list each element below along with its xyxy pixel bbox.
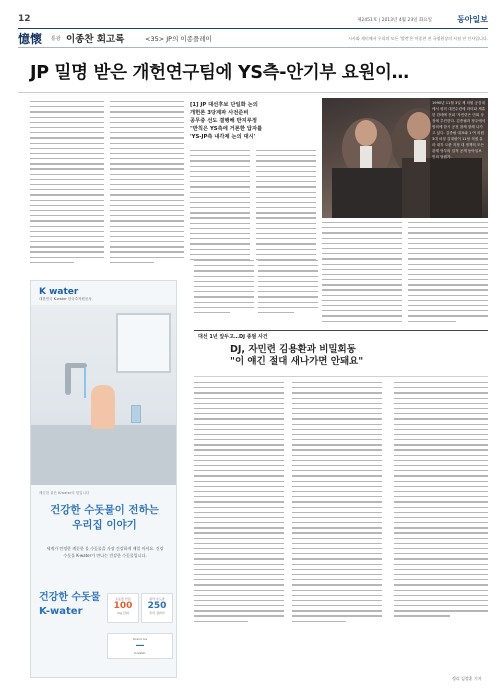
ad-slogan-line: K-water [39, 606, 83, 617]
series-rule [18, 47, 488, 48]
page-title: JP 밀명 받은 개헌연구팀에 YS측-안기부 요원이… [30, 63, 409, 83]
ad-badge [107, 593, 139, 623]
header-rule [18, 28, 488, 29]
glass-icon [131, 405, 141, 423]
person-head [355, 120, 377, 146]
kwater-advertisement[interactable] [30, 280, 177, 678]
badge-bottom: 우리 집까지 [149, 611, 165, 615]
article-column-2 [110, 101, 184, 267]
ad-note: 깨끗한 물은 K-water의 힘입니다 [39, 491, 90, 495]
series-number: <35> JP의 이종플레이 [145, 35, 212, 43]
series-note: 시사와 재미에서 우리의 모든 '발견'은 이종찬 전 국정원장의 시점 전 인사입니다. [348, 36, 488, 41]
shirt-collar [414, 140, 426, 162]
subarticle-title-line: DJ, 자민련 김용환과 비밀회동 [230, 344, 356, 355]
photo-caption: 1990년 11월 3일 제 의원 공감대에서 평의 대전수련에 라미와 제휴한 한테에 전피 '자민련은 민회 상징에 추진한다. 김종필과 정주에서 합의에 함시 공천 참체 함께 나가고 있다. 김종필 대표와 1 여 의원 3대 마칭 김대평이 11당 적접 유라 내각 도중 지정 대 정책의 모든 관계 당부의 업적 공개 동아일보 민의 당원가. [430, 98, 488, 218]
window-shape [116, 313, 171, 373]
badge-bottom: mg 단위 [117, 611, 129, 615]
ad-badge [141, 593, 173, 623]
subarticle-title [230, 344, 363, 368]
subarticle-rule [194, 330, 488, 331]
subarticle-column-2 [292, 382, 382, 626]
badge-value: 100 [113, 601, 133, 611]
series-author: 이종찬 회고록 [66, 34, 125, 45]
newspaper-logo: 동아일보 [457, 14, 488, 24]
shirt-shape [332, 168, 402, 218]
issue-meta: 제2451호 | 2013년 4월 23일 화요일 [357, 18, 432, 23]
page-header [18, 12, 488, 26]
article-column-5 [322, 222, 402, 326]
subhead-line: 개헌론 3당계파 사전준비 [190, 110, 249, 116]
subarticle-column-3 [394, 382, 488, 621]
child-figure [91, 385, 115, 429]
ad-badge [107, 633, 173, 659]
subarticle-column-1 [194, 382, 284, 626]
badge-value: — [135, 641, 145, 651]
ad-logo-text: K water [39, 287, 79, 297]
badge-top: 수돗물 안심 [115, 597, 131, 601]
ad-slogan-line: 건강한 수돗물 [39, 592, 101, 603]
subarticle-kicker: 대선 1년 앞두고…DJ 종필 사건 [198, 334, 268, 340]
article-subhead [190, 101, 314, 141]
subhead-line: 공무중 선도 결행해 반지루정 [190, 118, 257, 124]
subhead-line: 'YS-JP측 내각제 논의 대시' [190, 134, 256, 140]
article-column-3 [190, 150, 250, 264]
ad-slogan [39, 591, 100, 619]
article-column-6 [408, 222, 488, 326]
article-column-8 [258, 260, 318, 317]
ad-title-line: 건강한 수돗물이 전하는 [50, 504, 159, 516]
badge-bottom: K-water [134, 651, 146, 655]
faucet-icon [65, 365, 71, 395]
badge-top: 원탁 수도관 [149, 597, 165, 601]
page-number: 12 [18, 14, 31, 24]
article-column-4 [256, 150, 316, 264]
ad-logo [39, 287, 92, 302]
shirt-collar [360, 146, 372, 168]
series-name: 憶懷 [18, 32, 43, 46]
article-column-7 [194, 260, 254, 317]
subhead-line: [1] JP 대선후보 단일화 논의 [190, 102, 258, 108]
byline: 정리 김정훈 기자 [452, 676, 482, 681]
badge-value: 250 [147, 601, 167, 611]
subarticle-rule-2 [194, 376, 488, 377]
ad-title-line: 우리집 이야기 [72, 519, 137, 531]
counter-shape [31, 425, 177, 485]
series-sub: 통광 [51, 36, 61, 42]
subhead-line: "반칙은 YS측에 거론한 답자를 [190, 126, 263, 132]
ad-kitchen-image [31, 305, 177, 485]
badge-top: Grand Ice [132, 637, 148, 641]
person-head [407, 112, 431, 140]
water-stream [84, 368, 86, 398]
ad-body: 세계가 인정한 깨끗한 물 수돗물을 가장 건강하게 매일 마셔요. 건강 수돗물 K-water가 만나는 건강한 수돗물입니다. [46, 546, 164, 558]
ad-logo-sub: 대한민국 K-water 한국수자원공사 [39, 297, 92, 301]
article-column-1 [30, 101, 104, 267]
title-rule [18, 92, 488, 93]
subarticle-title-line: "이 얘긴 절대 새나가면 안돼요" [230, 356, 364, 367]
series-banner [18, 30, 488, 46]
ad-title [31, 503, 177, 533]
